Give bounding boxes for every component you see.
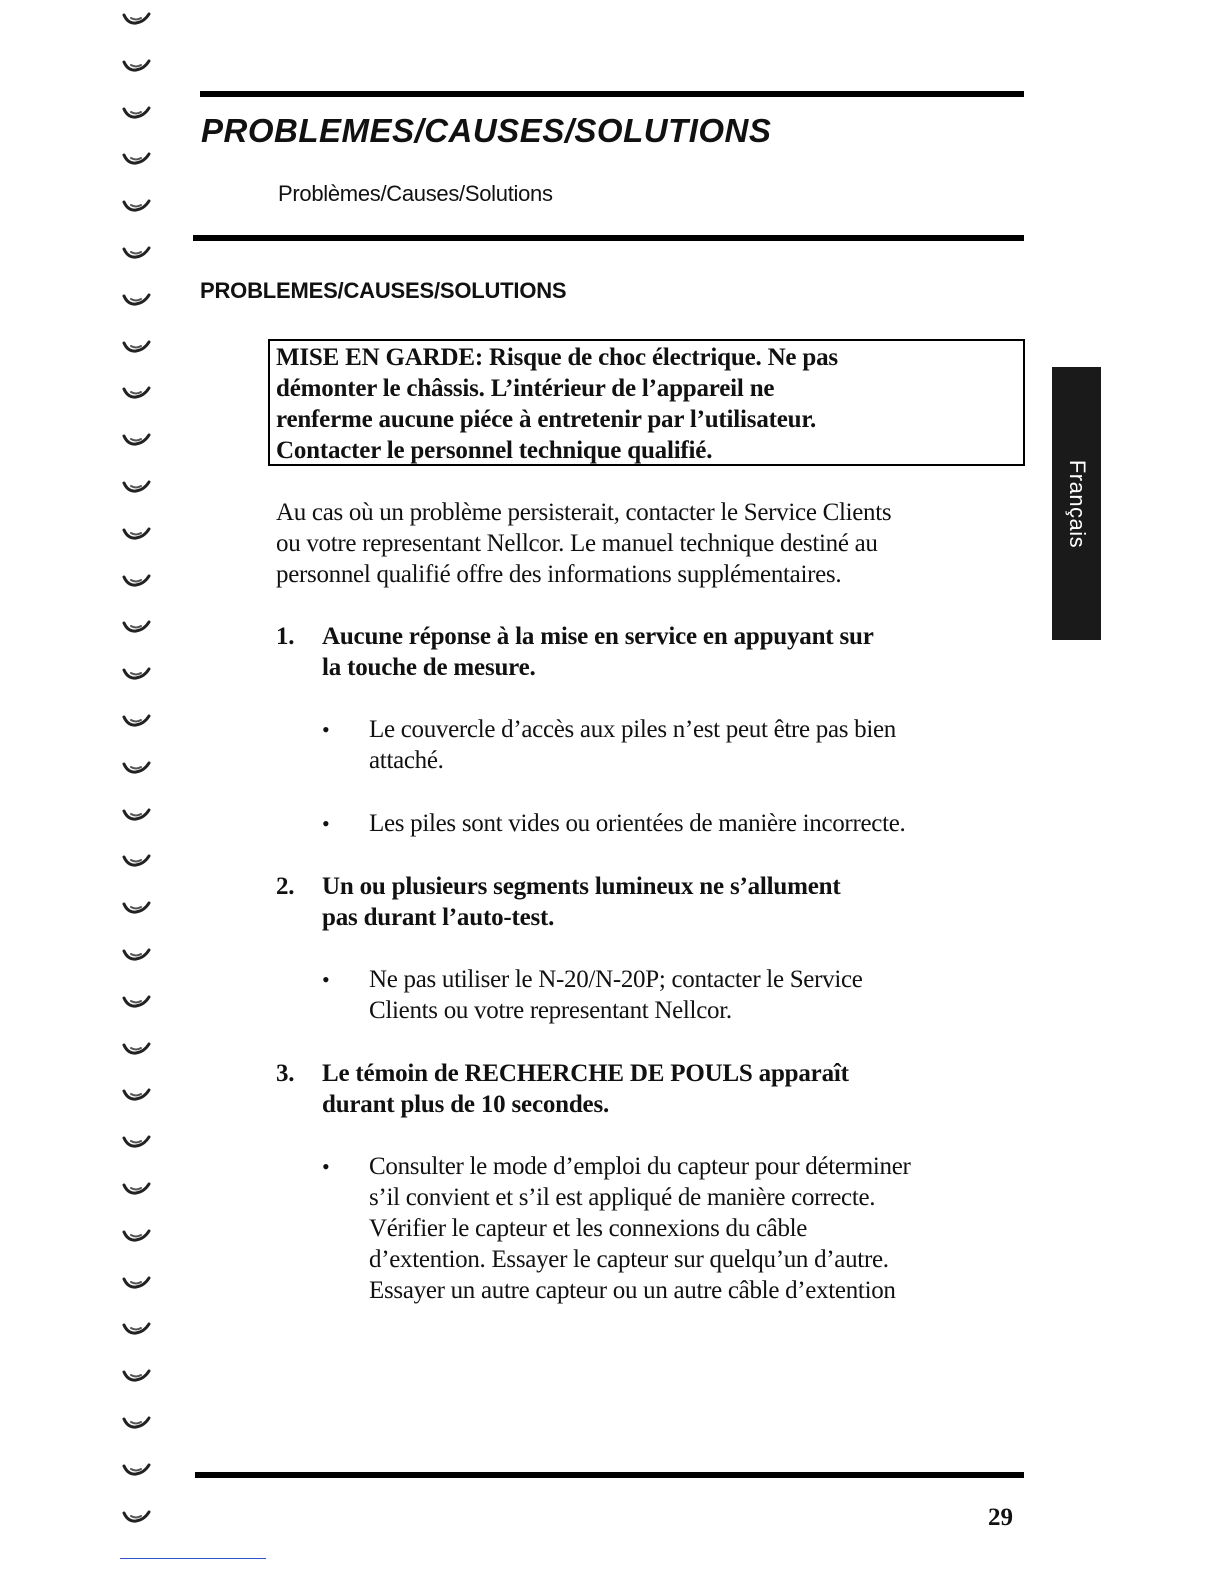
intro-line: ou votre representant Nellcor. Le manuel technique destiné au (276, 530, 878, 557)
binding-ring-icon (122, 1229, 152, 1243)
binding-ring-icon (122, 293, 152, 307)
problem-number: 3. (276, 1060, 295, 1087)
binding-ring-icon (122, 1276, 152, 1290)
binding-ring-icon (122, 1369, 152, 1383)
cause-line: Clients ou votre representant Nellcor. (369, 997, 732, 1024)
problem-line: pas durant l’auto-test. (322, 904, 555, 931)
top-rule (200, 91, 1024, 97)
warning-line: Contacter le personnel technique qualifié. (276, 437, 713, 464)
problem-text (322, 871, 840, 933)
binding-ring-icon (122, 667, 152, 681)
binding-ring-icon (122, 340, 152, 354)
cause-line: s’il convient et s’il est appliqué de manière correcte. (369, 1184, 876, 1211)
cause-line: Consulter le mode d’emploi du capteur pour déterminer (369, 1153, 911, 1180)
binding-ring-icon (122, 480, 152, 494)
scan-edge-mark (120, 1558, 266, 1559)
intro-line: personnel qualifié offre des informations supplémentaires. (276, 561, 842, 588)
page-number: 29 (988, 1504, 1013, 1531)
binding-ring-icon (122, 1182, 152, 1196)
binding-ring-icon (122, 1135, 152, 1149)
binding-ring-icon (122, 574, 152, 588)
problem-line: durant plus de 10 secondes. (322, 1091, 610, 1118)
chapter-title: PROBLEMES/CAUSES/SOLUTIONS (201, 112, 772, 149)
cause-text (369, 964, 863, 1026)
binding-ring-icon (122, 246, 152, 260)
problem-line: la touche de mesure. (322, 654, 536, 681)
binding-ring-icon (122, 199, 152, 213)
problem-line: Le témoin de RECHERCHE DE POULS apparaît (322, 1060, 849, 1087)
problem-text (322, 621, 874, 683)
binding-ring-icon (122, 620, 152, 634)
bullet-icon: • (322, 1154, 330, 1179)
binding-ring-icon (122, 1463, 152, 1477)
cause-line: attaché. (369, 747, 444, 774)
binding-ring-icon (122, 59, 152, 73)
binding-ring-icon (122, 106, 152, 120)
cause-line: Le couvercle d’accès aux piles n’est peut être pas bien (369, 716, 896, 743)
binding-ring-icon (122, 1088, 152, 1102)
binding-ring-icon (122, 1042, 152, 1056)
bullet-icon: • (322, 717, 330, 742)
binding-ring-icon (122, 995, 152, 1009)
language-tab-label: Français (1064, 459, 1090, 548)
problem-number: 1. (276, 623, 295, 650)
spiral-binding (118, 0, 168, 1584)
warning-line: démonter le châssis. L’intérieur de l’appareil ne (276, 375, 775, 402)
breadcrumb: Problèmes/Causes/Solutions (278, 181, 553, 206)
cause-line: Ne pas utiliser le N-20/N-20P; contacter le Service (369, 966, 863, 993)
section-heading: PROBLEMES/CAUSES/SOLUTIONS (200, 278, 567, 303)
problem-text (322, 1058, 849, 1120)
binding-ring-icon (122, 948, 152, 962)
binding-ring-icon (122, 527, 152, 541)
binding-ring-icon (122, 714, 152, 728)
binding-ring-icon (122, 152, 152, 166)
warning-box (268, 339, 1025, 466)
cause-line: Vérifier le capteur et les connexions du câble (369, 1215, 808, 1242)
binding-ring-icon (122, 901, 152, 915)
cause-line: d’extention. Essayer le capteur sur quelqu’un d’autre. (369, 1246, 889, 1273)
cause-text (369, 808, 905, 839)
cause-line: Essayer un autre capteur ou un autre câble d’extention (369, 1277, 896, 1304)
warning-line: renferme aucune piéce à entretenir par l’utilisateur. (276, 406, 816, 433)
warning-line: MISE EN GARDE: Risque de choc électrique. Ne pas (276, 344, 838, 371)
binding-ring-icon (122, 433, 152, 447)
binding-ring-icon (122, 1510, 152, 1524)
binding-ring-icon (122, 12, 152, 26)
header-divider-rule (193, 235, 1024, 241)
binding-ring-icon (122, 1416, 152, 1430)
intro-line: Au cas où un problème persisterait, contacter le Service Clients (276, 499, 892, 526)
problem-number: 2. (276, 873, 295, 900)
problem-line: Aucune réponse à la mise en service en appuyant sur (322, 623, 874, 650)
cause-text (369, 714, 896, 776)
footer-rule (195, 1472, 1024, 1478)
intro-paragraph (276, 497, 1036, 590)
binding-ring-icon (122, 1322, 152, 1336)
cause-line: Les piles sont vides ou orientées de manière incorrecte. (369, 810, 906, 837)
language-tab (1052, 367, 1101, 640)
binding-ring-icon (122, 854, 152, 868)
bullet-icon: • (322, 967, 330, 992)
binding-ring-icon (122, 761, 152, 775)
bullet-icon: • (322, 811, 330, 836)
problem-line: Un ou plusieurs segments lumineux ne s’allument (322, 873, 841, 900)
binding-ring-icon (122, 808, 152, 822)
binding-ring-icon (122, 386, 152, 400)
cause-text (369, 1151, 911, 1306)
